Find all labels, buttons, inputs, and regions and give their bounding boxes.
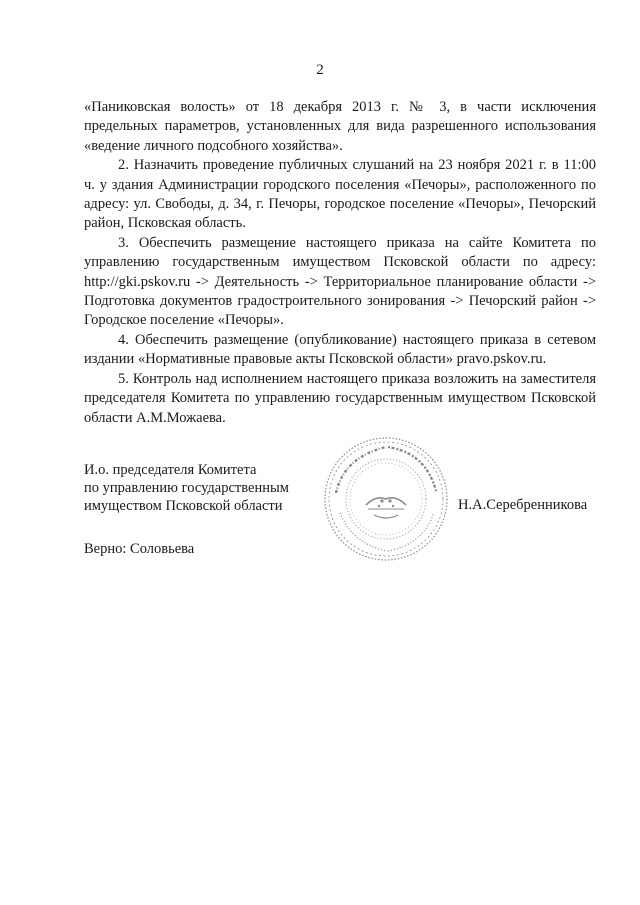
certification-note: Верно: Соловьева <box>84 541 195 557</box>
paragraph-continuation: «Паниковская волость» от 18 декабря 2013 г. № 3, в части исключения предельных параметров, установленных для вида разрешенного использования «ведение личного подсобного хозяйства». <box>84 99 596 154</box>
signatory-name: Н.А.Серебренникова <box>458 497 588 513</box>
page-number: 2 <box>316 62 324 78</box>
document-body <box>84 98 596 428</box>
signatory-position-line: по управлению государственным <box>84 480 289 496</box>
paragraph-item-5: 5. Контроль над исполнением настоящего приказа возложить на заместителя председателя Комитета по управлению государственным имуществом Псковской области А.М.Можаева. <box>84 370 596 426</box>
signatory-position-line: И.о. председателя Комитета <box>84 462 257 478</box>
seal-stamp-icon <box>322 435 450 563</box>
signatory-position <box>84 461 289 515</box>
paragraph-item-4: 4. Обеспечить размещение (опубликование) настоящего приказа в сетевом издании «Нормативные правовые акты Псковской области» pravo.pskov.ru. <box>84 331 596 368</box>
signatory-position-line: имуществом Псковской области <box>84 498 283 514</box>
paragraph-item-2: 2. Назначить проведение публичных слушаний на 23 ноября 2021 г. в 11:00 ч. у здания Администрации городского поселения «Печоры», расположенного по адресу: ул. Свободы, д. 34, г. Печоры, городское поселение «Печоры», Печорский район, Псковская область. <box>84 157 596 232</box>
paragraph-item-3: 3. Обеспечить размещение настоящего приказа на сайте Комитета по управлению государственным имуществом Псковской области по адресу: http://gki.pskov.ru -> Деятельность -> Территориальное планирование области -> Подготовка документов градостроительного зонирования -> Печорский район -> Городское поселение «Печоры». <box>84 234 596 329</box>
